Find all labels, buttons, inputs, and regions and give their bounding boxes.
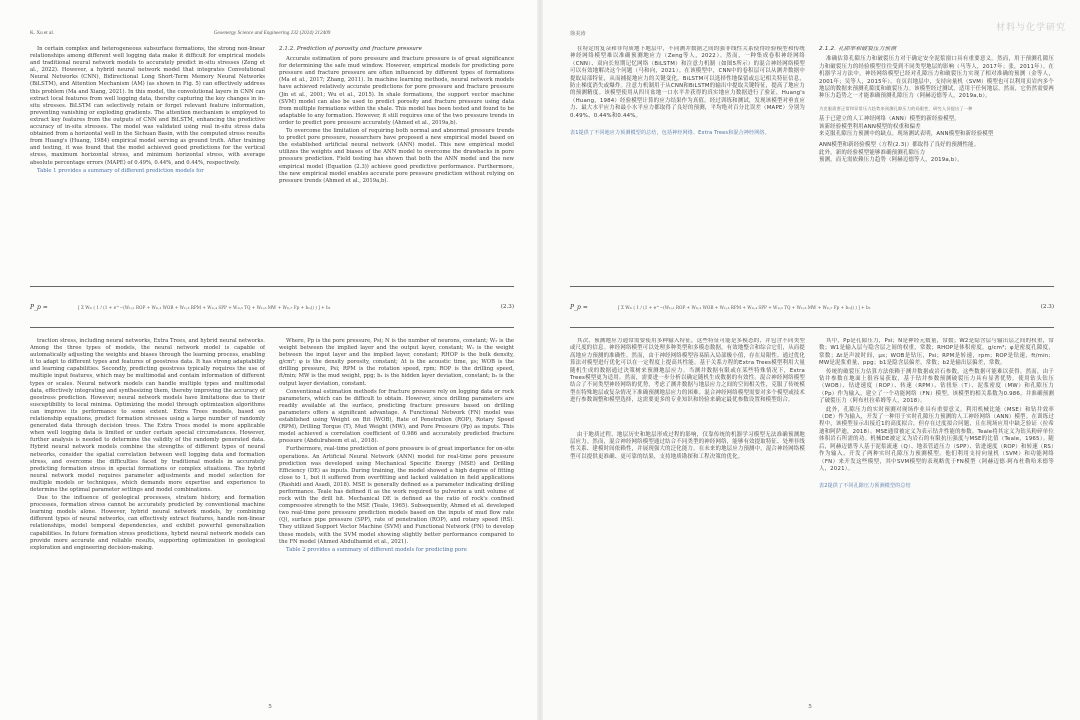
equation-lhs: P_p = <box>570 303 588 311</box>
paragraph: In certain complex and heterogeneous subsurface formations, the strong non-linear relationships among different well logging data make it difficult for empirical models and traditional neural network models to accurately predict in-situ stresses (Zeng et al., 2022). However, a hybrid neural network model that integrates Convolutional Neural Networks (CNN), Bidirectional Long Short-Term Memory Neural Networks (BiLSTM), and Attention Mechanism (AM) (as shown in Fig. 5) can effectively address this problem (Ma and Xiang, 2021). In this model, the convolutional layers in CNN can extract local features from well logging data, thereby capturing the key changes in in-situ stresses. BiLSTM can selectively retain or forget relevant feature information, preventing vanishing or exploding gradients. The attention mechanism is employed to extract key features from the outputs of CNN and BiLSTM, enhancing the predictive accuracy of in-situ stresses. The model was validated using real in-situ stress data obtained from a horizontal well in the Sichuan Basin, with the computed stress results from Huang's (Huang, 1984) empirical model serving as ground truth. After training and testing, it was found that the model achieved good predictions for the vertical stress, maximum horizontal stress, and minimum horizontal stress, with average absolute percentage errors (MAPE) of 0.49%, 0.44%, and 0.44%, respectively. <box>30 46 265 166</box>
right-top-col1 <box>570 46 805 314</box>
page-gutter <box>537 0 543 720</box>
paragraph: Conventional estimation methods for fracture pressure rely on logging data or rock parameters, which can be difficult to obtain. However, since drilling parameters are readily available at the surface, predicting fracture pressure based on drilling parameters offers a significant advantage. A Functional Network (FN) model was established using Weight on Bit (WOB), Rate of Penetration (ROP), Rotary Speed (RPM), Drilling Torque (T), Mud Weight (MW), and Pore Pressure (Pp) as inputs. This model achieved a correlation coefficient of 0.986 and accurately predicted fracture pressure (Abdulraheem et al., 2018). <box>279 388 514 445</box>
equation-number: (2.3) <box>1040 304 1054 310</box>
paragraph: traction stress, including neural networks, Extra Trees, and hybrid neural networks. Among the three types of models, the neural network model is capable of automatically adjusting the weights and biases through the learning process, enabling it to adapt to different types and features of geostress data. It has strong adaptability and learning capabilities. Secondly, predicting geostress typically requires the use of multiple input features, which may be multimodal and contain information of different types or scales. Neural network models can handle multiple types and multimodal data, effectively integrating and synthesizing them, thereby improving the accuracy of geostress prediction. However, neural network models have limitations due to their susceptibility to local minima. Optimizing the model through optimization algorithms can improve its performance to some extent. Extra Trees models, based on relationship equations, predict formation stresses using a large number of randomly generated data through decision trees. The Extra Trees model is more applicable when well logging data is limited or under certain special circumstances. However, further analysis is needed to determine the validity of the randomly generated data. Hybrid neural network models combine the strengths of different types of neural networks, consider the spatial correlation between well logging data and formation stress, and overcome the difficulties faced by traditional models in accurately predicting formation stress in special formations or complex situations. The hybrid neural network model requires parameter adjustments and model selection for multiple models or techniques, which demands more expertise and experience to determine the optimal parameter settings and model combinations. <box>30 338 265 493</box>
equation-block <box>570 286 1054 328</box>
paragraph: 准确估算孔隙压力和破裂压力对于确定安全泥浆窗口具有重要意义。然而，用于预测孔隙压力和破裂压力的经验模型往往受到不同类型地层的影响（马等人，2017年；张，2011年）。在机器学习方法中，神经网络模型已经对孔隙压力和破裂压力实现了相对准确的预测（金等人，2001年；吴等人，2015年）。在页岩地层中，支持向量机（SVM）模型也可以利用页岩内多个地层的数据来预测孔隙度和破裂压力。该模型经过测试，适用于任何地层。然而，它仍然需要两种压力趋势之一才能准确预测孔隙压力（阿赫迈德等人，2019a,b）。 <box>819 56 1054 100</box>
right-top-col2 <box>819 46 1054 314</box>
left-bottom-col1 <box>30 338 265 688</box>
paragraph: 由于地质过程、地层历史和地层形成过程的影响，仅靠传统的机器学习模型无法准确预测地层应力。然而，混合神经网络模型通过结合不同类型的神经网络，能够有效提取特征、处理非线性关系、建模时间依赖性，并展现强大的泛化能力。在未来的地层应力预测中，混合神经网络模型可以提供更准确、更可靠的结果，支持地质勘探和工程决策的优化。 <box>570 431 805 460</box>
paragraph: 在特定的复杂和非均质地下地层中，不同测井数据之间的强非线性关系使得经验模型和传统神经网络模型难以准确预测地应力（Zeng等人，2022）。然而，一种集成卷积神经网络（CNN）、双向长短期记忆网络（BiLSTM）和注意力机制（如图5所示）的混合神经网络模型可以有效地解决这个问题（马和向，2021）。在该模型中，CNN中的卷积层可以从测井数据中提取局部特征，从而捕捉地应力的关键变化。BiLSTM可以选择性地保留或忘记相关特征信息，防止梯度消失或爆炸。注意力机制用于从CNN和BiLSTM的输出中提取关键特征，提高了地应力的预测精度。该模型使用从四川盆地一口水平井获得的真实地应力数据进行了验证，Huang's（Huang，1984）经验模型计算的应力结果作为真值。经过训练和测试，发现该模型对垂直应力、最大水平应力和最小水平应力都取得了良好的预测，平均绝对百分比误差（MAPE）分别为0.49%、0.44%和0.44%。 <box>570 46 805 119</box>
equation-lhs: P_p = <box>30 303 48 311</box>
equation-body: [ Σ W₂ᵢ ( 1 / (1 + e^−(W₁ᵢ,₁ ROP + W₁ᵢ,₂ WOB + W₁ᵢ,₃ RPM + W₁ᵢ,₄ SPP + W₁ᵢ,₅ TQ + W₁ᵢ,₆ MW + W₁ᵢ,₇ Fp + b₁ᵢ)) ) ] + b₂ <box>618 304 871 310</box>
header-authors: K. Xu et al. <box>30 30 55 36</box>
left-top-columns <box>30 46 514 314</box>
left-top-col1 <box>30 46 265 314</box>
small-note: 为克服需要正常和异常压力趋势来预测孔隙压力的局限性，研究人员提出了一种 <box>819 105 973 111</box>
paragraph: 其次，预测地应力通常需要使用多种输入特征，这些特征可能是多模态的，并包含不同类型或尺度的信息。神经网络模型可以处理多种类型和多模态数据，有效地整合和综合它们，从而提高地应力预测的准确性。然而，由于神经网络模型容易陷入局部极小值，存在局限性。通过优化算法对模型进行优化可以在一定程度上提高其性能。基于关系方程的Extra Trees模型利用大量随机生成的数据通过决策树来预测地层应力。当测井数据有限或在某些特殊情况下，Extra Trees模型更为适用。然而，需要进一步分析以确定随机生成数据的有效性。混合神经网络模型结合了不同类型神经网络的优势，考虑了测井数据与地层应力之间的空间相关性，克服了传统模型在特殊地层或复杂情况下准确预测地层应力的困难。混合神经网络模型需要对多个模型或技术进行参数调整和模型选择，这需要更多的专业知识和经验来确定最优参数设置和模型组合。 <box>570 338 805 404</box>
left-bottom-columns <box>30 338 514 688</box>
list-item: 此外，新的经验模型能够准确预测孔隙压力 <box>819 149 926 156</box>
page-number: 5 <box>808 704 812 710</box>
page-number: 5 <box>268 704 272 710</box>
right-bottom-col1 <box>570 338 805 688</box>
paragraph: 此外，孔隙压力的实时预测对现场作业具有重要意义。利用机械比能（MSE）和钻井效率（DE）作为输入，开发了一种用于实时孔隙压力预测的人工神经网络（ANN）模型。在训练过程中，该模型显示出接近1的高度拟合，但存在过度拟合问题，且在现场应用中缺乏验证（拉希迪和阿萨迪，2018）。MSE通常被定义为表示钻井性能的参数。Teale将其定义为钻头粉碎单位体积岩石所需的功。机械DE被定义为岩石的有限抗压强度与MSE的比值（Teale，1965）。随后，阿赫迈德等人基于泥浆流速（Q）、地表管道压力（SPP）、钻进速度（ROP）和转速（RS）作为输入，开发了两种实时孔隙压力预测模型。他们利用支持向量机（SVM）和功能网络（FN）来开发这些模型，其中SVM模型的表现略优于FN模型（阿赫迈德·阿布杜勒哈米德等人，2021）。 <box>819 406 1054 472</box>
left-top-col2 <box>279 46 514 314</box>
paragraph: To overcome the limitation of requiring both normal and abnormal pressure trends to predict pore pressure, researchers have proposed a new empirical model based on the established artificial neural network (ANN) model. This new empirical model utilizes the weights and biases of the ANN model to overcome the drawbacks in pore pressure prediction. Field testing has shown that both the ANN model and the new empirical model (Equation (2.3)) achieve good predictive performance. Furthermore, the new empirical model enables accurate pore pressure prediction without relying on pressure trends (Ahmed et al., 2019a,b). <box>279 128 514 184</box>
paragraph: 其中，Pp是孔隙压力，Psi；N是神经元数量，常数；W2是隐含层与输出层之间的权重，常数；W1是输入层与隐含层之间的权重，常数；RHOP是体积密度，g/cm³；φ是密度孔隙度，常数；Δt是声波时间，μs；WOB是钻压，Psi；RPM是转速，rpm；ROP是钻速，ft/min；MW是泥浆重量，ppg；b1是隐含层偏差，常数；b2是输出层偏差，常数。 <box>819 338 1054 367</box>
equation-number: (2.3) <box>500 304 514 310</box>
paragraph: 传统的破裂压力估算方法依赖于测井数据或岩石参数，这些数据可能难以获得。然而，由于钻井参数在地面上很容易获取，基于钻井参数预测破裂压力具有显著优势。使用钻头钻压（WOB）、钻进速度（ROP）、转速（RPM）、钻扭矩（T）、泥浆密度（MW）和孔隙压力（Pp）作为输入，建立了一个功能网络（FN）模型。该模型的相关系数为0.986，并准确预测了破裂压力（阿布杜拉希姆等人，2018）。 <box>819 368 1054 405</box>
paragraph: Accurate estimation of pore pressure and fracture pressure is of great significance for determining the safe mud window. However, empirical models for predicting pore pressure and fracture pressure are often influenced by different types of formations (Ma et al., 2017; Zhang, 2011). In machine learning methods, neural network models have achieved relatively accurate predictions for pore pressure and fracture pressure (Jin et al., 2001; Wu et al., 2015). In shale formations, the support vector machine (SVM) model can also be used to predict porosity and fracture pressure using data from multiple formations within the shale. This model has been tested and found to be adaptable to any formation. However, it still requires one of the two pressure trends in order to predict pore pressure accurately (Ahmed et al., 2019a,b). <box>279 56 514 126</box>
header-translator: 徐美涛 <box>570 31 586 37</box>
table-caption[interactable]: 表1提供了不同地应力预测模型的总结，包括神经网络、Extra Trees和混合神经网络。 <box>570 130 770 137</box>
header-journal: Geoenergy Science and Engineering 232 (2024) 212409 <box>213 30 331 36</box>
table-reference[interactable]: Table 1 provides a summary of different prediction models for <box>37 167 204 174</box>
list-item: 预测，而无需依赖压力趋势（阿赫迈德等人，2019a,b）。 <box>819 157 963 164</box>
section-heading: 2.1.2. 孔隙率和破裂压力预测 <box>819 46 897 52</box>
left-bottom-col2 <box>279 338 514 688</box>
table-reference[interactable]: Table 2 provides a summary of different models for predicting pore <box>286 546 467 553</box>
list-item: ANN模型和新经验模型（方程(2.3)）都取得了良好的预测性能。 <box>819 142 980 149</box>
right-page-header <box>570 30 1054 40</box>
equation-block <box>30 286 514 328</box>
spacer <box>570 406 805 432</box>
list-item: 来克服孔隙压力预测中的缺点。现场测试表明，ANN模型和新经验模型 <box>819 131 994 138</box>
paragraph: Where, Pp is the pore pressure, Psi; N is the number of neurons, constant; W₂ is the weight between the implied layer and the output layer, constant; W₁ is the weight between the input layer and the implied layer, constant; RHOP is the bulk density, g/cm³; φ is the density porosity, constant; Δt is the acoustic time, μs; WOB is the drilling pressure, Psi; RPM is the rotation speed, rpm; ROP is the drilling speed, ft/min; MW is the mud weight, ppg; b₁ is the hidden layer deviation, constant; b₂ is the output layer deviation, constant. <box>279 338 514 387</box>
right-top-columns <box>570 46 1054 314</box>
table-caption[interactable]: 表2提供了不同孔隙压力预测模型的总结 <box>819 483 911 490</box>
watermark: 材料与化学研究 <box>995 22 1066 32</box>
left-page-header <box>30 30 514 40</box>
section-heading: 2.1.2. Prediction of porosity and fracture pressure <box>279 46 422 52</box>
paragraph: Due to the influence of geological processes, stratum history, and formation processes, formation stress cannot be accurately predicted by conventional machine learning models alone. However, hybrid neural network models, by combining different types of neural networks, can effectively extract features, handle non-linear relationships, model temporal dependencies, and exhibit powerful generalization capabilities. In future formation stress predictions, hybrid neural network models can provide more accurate and reliable results, supporting optimization in geological exploration and engineering decision-making. <box>30 495 265 551</box>
right-bottom-col2 <box>819 338 1054 688</box>
paragraph: Furthermore, real-time prediction of pore pressure is of great importance for on-site operations. An Artificial Neural Network (ANN) model for real-time pore pressure prediction was developed using Mechanical Specific Energy (MSE) and Drilling Efficiency (DE) as inputs. During training, the model showed a high degree of fitting close to 1, but it suffered from overfitting and lacked validation in field applications (Rashidi and Asadi, 2018). MSE is generally defined as a parameter indicating drilling performance. Teale has defined it as the work required to pulverize a unit volume of rock with the drill bit. Mechanical DE is defined as the ratio of rock's confined compressive strength to the MSE (Teale, 1965). Subsequently, Ahmed et al. developed two real-time pore pressure prediction models based on the inputs of mud flow rate (Q), surface pipe pressure (SPP), rate of penetration (ROP), and rotary speed (RS). They utilized Support Vector Machine (SVM) and Functional Network (FN) to develop these models, with the SVM model showing slightly better performance compared to the FN model (Ahmed Abdulhamid et al., 2021). <box>279 446 514 545</box>
list-item: 该新经验模型利用ANN模型的权重和偏差 <box>819 123 921 130</box>
equation-body: [ Σ W₂ᵢ ( 1 / (1 + e^−(W₁ᵢ,₁ ROP + W₁ᵢ,₂ WOB + W₁ᵢ,₃ RPM + W₁ᵢ,₄ SPP + W₁ᵢ,₅ TQ + W₁ᵢ,₆ MW + W₁ᵢ,₇ Fp + b₁ᵢ)) ) ] + b₂ <box>78 304 331 310</box>
right-bottom-columns <box>570 338 1054 688</box>
right-page <box>540 0 1080 720</box>
list-item: 基于已建立的人工神经网络（ANN）模型的新经验模型。 <box>819 116 960 123</box>
